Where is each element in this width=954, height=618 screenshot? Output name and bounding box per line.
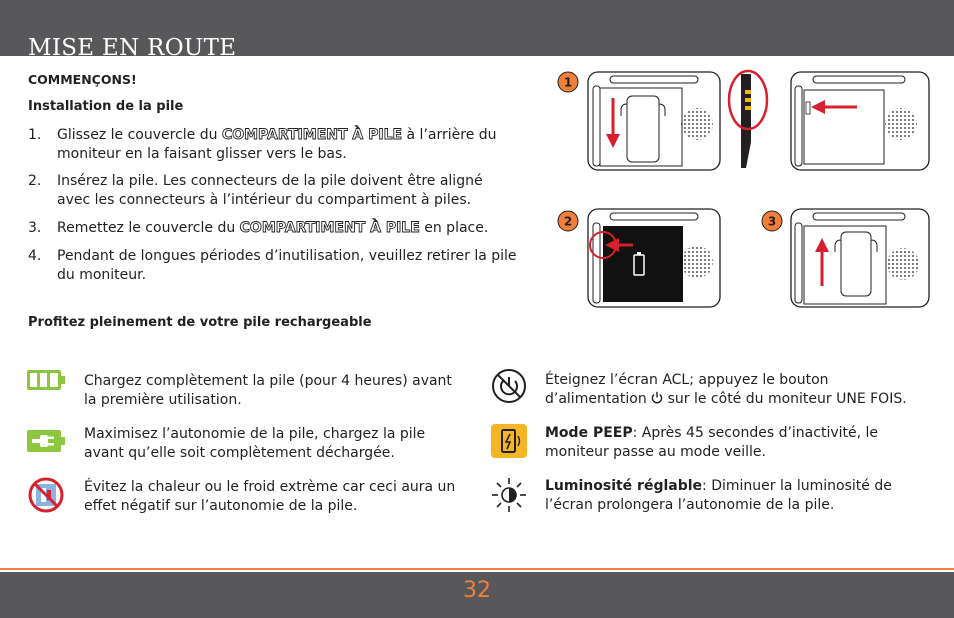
step-2-text (57, 172, 527, 210)
tip-brightness (545, 477, 945, 515)
no-temperature-extremes-icon (27, 476, 65, 514)
monitor-side-drawing (729, 71, 767, 168)
step-number: 4. (28, 248, 42, 264)
brightness-icon (490, 476, 528, 514)
tip-label: Mode PEEP (545, 425, 633, 441)
charging-plug-icon (26, 429, 66, 453)
tip-avoid-extremes (84, 478, 479, 516)
subsection-heading: Installation de la pile (28, 99, 184, 114)
tip-power-save-mode (545, 424, 945, 462)
figure-label-3-text: 3 (767, 214, 777, 229)
step-text: moniteur en la faisant glisser vers le bas. (57, 146, 347, 162)
page-number: 32 (463, 578, 491, 603)
tip-text: d’alimentation (545, 391, 652, 407)
tip-charge-fully (84, 372, 479, 410)
step-text: à l’arrière du (402, 127, 497, 143)
step-number: 2. (28, 173, 42, 189)
figure-label-1-text: 1 (563, 75, 573, 90)
power-save-mode-icon (490, 423, 528, 459)
monitor-with-battery-drawing (588, 209, 720, 307)
tip-screen-off (545, 371, 945, 409)
tip-text: sur le côté du moniteur UNE FOIS. (663, 391, 907, 407)
tip-text: avant qu’elle soit complètement déchargée. (84, 445, 395, 461)
battery-installation-illustration (555, 66, 935, 311)
step-3-text (57, 219, 527, 238)
figure-label-2-text: 2 (563, 214, 573, 229)
tip-text: moniteur passe au mode veille. (545, 444, 766, 460)
cover-replace-drawing (791, 209, 929, 307)
step-text: Insérez la pile. Les connecteurs de la pile doivent être aligné (57, 173, 483, 189)
section-heading: COMMENÇONS! (28, 72, 137, 87)
step-text: Remettez le couvercle du (57, 220, 240, 236)
battery-full-icon (26, 369, 66, 391)
footer-divider (0, 568, 954, 570)
step-1-text (57, 126, 527, 164)
step-text: en place. (419, 220, 489, 236)
tip-maximize-autonomy (84, 425, 479, 463)
step-number: 3. (28, 220, 42, 236)
tip-text: l’écran prolongera l’autonomie de la pile. (545, 497, 835, 513)
tip-label: Luminosité réglable (545, 478, 703, 494)
page-title: MISE EN ROUTE (28, 35, 237, 61)
tip-text: Éteignez l’écran ACL; appuyez le bouton (545, 372, 829, 388)
tip-text: la première utilisation. (84, 392, 242, 408)
step-text: Pendant de longues périodes d’inutilisation, veuillez retirer la pile (57, 248, 517, 264)
tip-text: Évitez la chaleur ou le froid extrème car ceci aura un (84, 479, 456, 495)
battery-compartment-term: COMPARTIMENT À PILE (221, 127, 403, 143)
tip-text: Chargez complètement la pile (pour 4 heures) avant (84, 373, 452, 389)
step-text: Glissez le couvercle du (57, 127, 222, 143)
monitor-back-drawing (588, 72, 720, 170)
battery-compartment-term: COMPARTIMENT À PILE (239, 220, 420, 236)
step-4-text (57, 247, 537, 285)
step-text: du moniteur. (57, 267, 147, 283)
tip-text: Maximisez l’autonomie de la pile, chargez la pile (84, 426, 426, 442)
step-number: 1. (28, 127, 42, 143)
tip-text: effet négatif sur l’autonomie de la pile. (84, 498, 358, 514)
power-icon (651, 391, 663, 404)
screen-off-icon (490, 367, 528, 405)
step-text: avec les connecteurs à l’intérieur du compartiment à piles. (57, 192, 472, 208)
battery-insert-drawing (791, 72, 929, 170)
tip-text: : Après 45 secondes d’inactivité, le (632, 425, 879, 441)
tips-heading: Profitez pleinement de votre pile rechargeable (28, 315, 372, 330)
tip-text: : Diminuer la luminosité de (702, 478, 892, 494)
